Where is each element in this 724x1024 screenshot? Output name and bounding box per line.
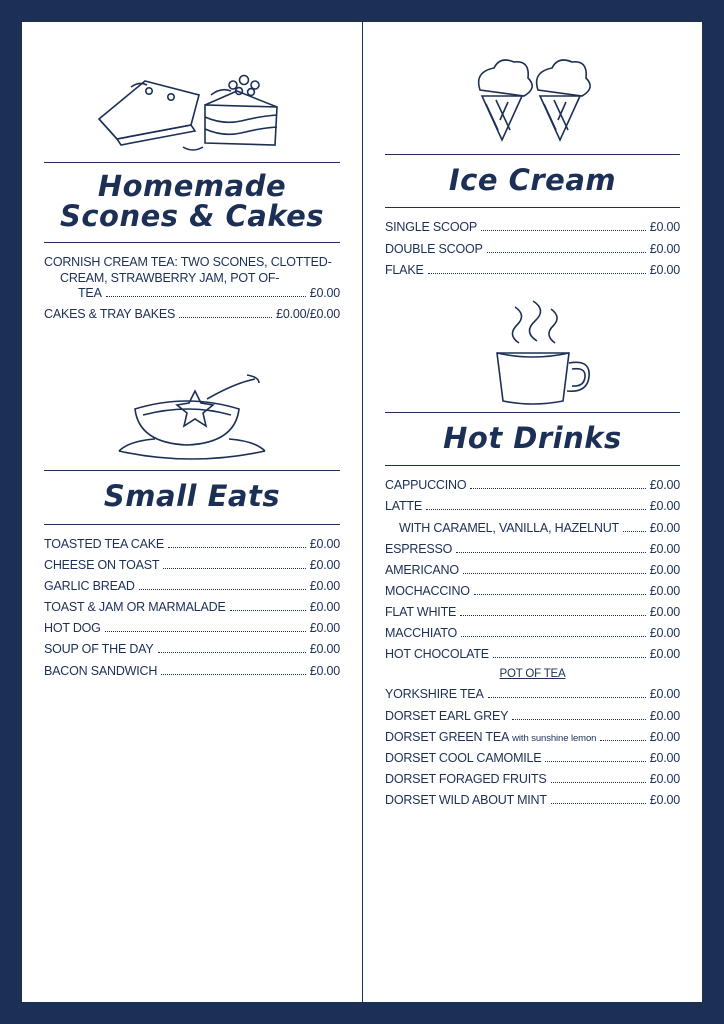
list-item (385, 242, 680, 258)
list-item (44, 558, 340, 574)
list-item-cream-tea (44, 255, 340, 302)
section-title-ice-cream: Ice Cream (448, 163, 617, 197)
item-name: SINGLE SCOOP (385, 220, 478, 235)
item-price: £0.00 (649, 241, 680, 256)
item-price: £0.00 (649, 220, 680, 235)
leader-dots (545, 761, 645, 762)
steaming-cup-icon (385, 294, 680, 412)
item-name: AMERICANO (385, 562, 459, 577)
leader-dots (163, 568, 305, 569)
item-name: FLAKE (385, 262, 424, 277)
left-column (22, 22, 362, 1002)
leader-dots (493, 657, 646, 658)
list-item (385, 605, 680, 621)
section-title-scones: Homemade Scones & Cakes (59, 169, 325, 234)
list-item (385, 220, 680, 236)
list-item (44, 600, 340, 616)
item-price: £0.00/£0.00 (276, 307, 340, 322)
list-item (385, 584, 680, 600)
list-item (385, 751, 680, 767)
item-name: DORSET FORAGED FRUITS (385, 771, 547, 786)
ice-cream-items (385, 208, 680, 278)
item-name: HOT DOG (44, 621, 101, 636)
item-price: £0.00 (309, 621, 340, 636)
list-item (44, 537, 340, 553)
item-price: £0.00 (309, 286, 340, 301)
leader-dots (139, 589, 306, 590)
item-name: GARLIC BREAD (44, 579, 135, 594)
pot-of-tea-label: POT OF TEA (499, 668, 566, 681)
item-price: £0.00 (309, 663, 340, 678)
list-item (385, 478, 680, 494)
item-subtext: with sunshine lemon (512, 732, 597, 744)
item-price: £0.00 (649, 708, 680, 723)
item-price: £0.00 (649, 729, 680, 744)
leader-dots (106, 296, 306, 297)
item-price: £0.00 (649, 605, 680, 619)
list-item (385, 499, 680, 515)
list-item (385, 542, 680, 558)
item-name: MACCHIATO (385, 626, 458, 641)
item-name: LATTE (385, 499, 422, 514)
soup-bowl-icon (44, 362, 340, 470)
list-item (385, 263, 680, 279)
item-name: DORSET EARL GREY (385, 708, 509, 723)
item-name: DORSET COOL CAMOMILE (385, 750, 542, 765)
section-title-small-eats: Small Eats (103, 479, 281, 514)
leader-dots (512, 719, 645, 720)
item-price: £0.00 (649, 499, 680, 514)
item-name: HOT CHOCOLATE (385, 647, 489, 662)
item-name: DOUBLE SCOOP (385, 241, 483, 256)
leader-dots (428, 273, 646, 274)
list-item (385, 687, 680, 703)
item-name: CAPPUCCINO (385, 478, 467, 493)
item-price: £0.00 (649, 793, 680, 807)
item-price: £0.00 (309, 579, 340, 594)
small-eats-items (44, 525, 340, 679)
leader-dots (158, 652, 306, 653)
leader-dots (456, 552, 646, 553)
list-item (385, 709, 680, 725)
item-price: £0.00 (309, 536, 340, 551)
item-price: £0.00 (309, 557, 340, 572)
item-price: £0.00 (649, 478, 680, 493)
list-item (44, 579, 340, 595)
item-price: £0.00 (649, 262, 680, 277)
item-name: WITH CARAMEL, VANILLA, HAZELNUT (399, 520, 619, 535)
leader-dots (600, 740, 645, 741)
leader-dots (461, 636, 646, 637)
leader-dots (481, 230, 646, 231)
item-name: BACON SANDWICH (44, 663, 158, 678)
item-price: £0.00 (649, 771, 680, 786)
leader-dots (488, 697, 646, 698)
item-name: ESPRESSO (385, 541, 453, 556)
menu-page (22, 22, 702, 1002)
leader-dots (487, 252, 646, 253)
item-price: £0.00 (649, 626, 680, 641)
item-name-cont2: TEA (78, 286, 102, 301)
list-item (44, 664, 340, 680)
list-item (44, 642, 340, 658)
leader-dots (463, 573, 646, 574)
item-price: £0.00 (649, 541, 680, 556)
leader-dots (105, 631, 306, 632)
item-name: MOCHACCINO (385, 583, 470, 598)
item-name: CORNISH CREAM TEA: TWO SCONES, CLOTTED- (44, 254, 332, 269)
leader-dots (474, 594, 646, 595)
list-item-cakes-tray-bakes (44, 307, 340, 323)
item-name: CAKES & TRAY BAKES (44, 307, 176, 322)
list-item (385, 647, 680, 663)
item-price: £0.00 (649, 750, 680, 765)
list-item (44, 621, 340, 637)
item-name: SOUP OF THE DAY (44, 642, 154, 657)
list-item (385, 626, 680, 642)
tea-items (385, 687, 680, 808)
cake-slices-icon (44, 44, 340, 162)
list-item (385, 772, 680, 788)
item-name: DORSET WILD ABOUT MINT (385, 793, 547, 807)
item-name-cont: CREAM, STRAWBERRY JAM, POT OF- (60, 270, 280, 285)
section-title-hot-drinks: Hot Drinks (443, 420, 622, 455)
scones-items (44, 243, 340, 323)
list-item-syrups (385, 521, 680, 537)
item-price: £0.00 (649, 647, 680, 662)
item-name: FLAT WHITE (385, 605, 457, 619)
item-price: £0.00 (649, 562, 680, 577)
leader-dots (623, 531, 646, 532)
leader-dots (460, 615, 646, 616)
list-item (385, 793, 680, 809)
leader-dots (230, 610, 306, 611)
item-name: CHEESE ON TOAST (44, 557, 160, 572)
menu-columns (22, 22, 702, 1002)
item-price: £0.00 (309, 600, 340, 615)
item-name: YORKSHIRE TEA (385, 687, 484, 702)
leader-dots (426, 509, 646, 510)
ice-cream-cones-icon (385, 44, 680, 154)
leader-dots (161, 674, 306, 675)
hot-drinks-items (385, 466, 680, 663)
leader-dots (179, 317, 272, 318)
list-item (385, 563, 680, 579)
leader-dots (551, 782, 646, 783)
item-name: TOAST & JAM OR MARMALADE (44, 600, 226, 615)
list-item (385, 730, 680, 746)
item-name: DORSET GREEN TEA (385, 729, 510, 744)
right-column (362, 22, 702, 1002)
item-price: £0.00 (649, 687, 680, 702)
item-price: £0.00 (309, 642, 340, 657)
leader-dots (168, 547, 306, 548)
leader-dots (470, 488, 645, 489)
item-name: TOASTED TEA CAKE (44, 536, 164, 551)
leader-dots (551, 803, 646, 804)
item-price: £0.00 (649, 583, 680, 598)
item-price: £0.00 (649, 520, 680, 535)
